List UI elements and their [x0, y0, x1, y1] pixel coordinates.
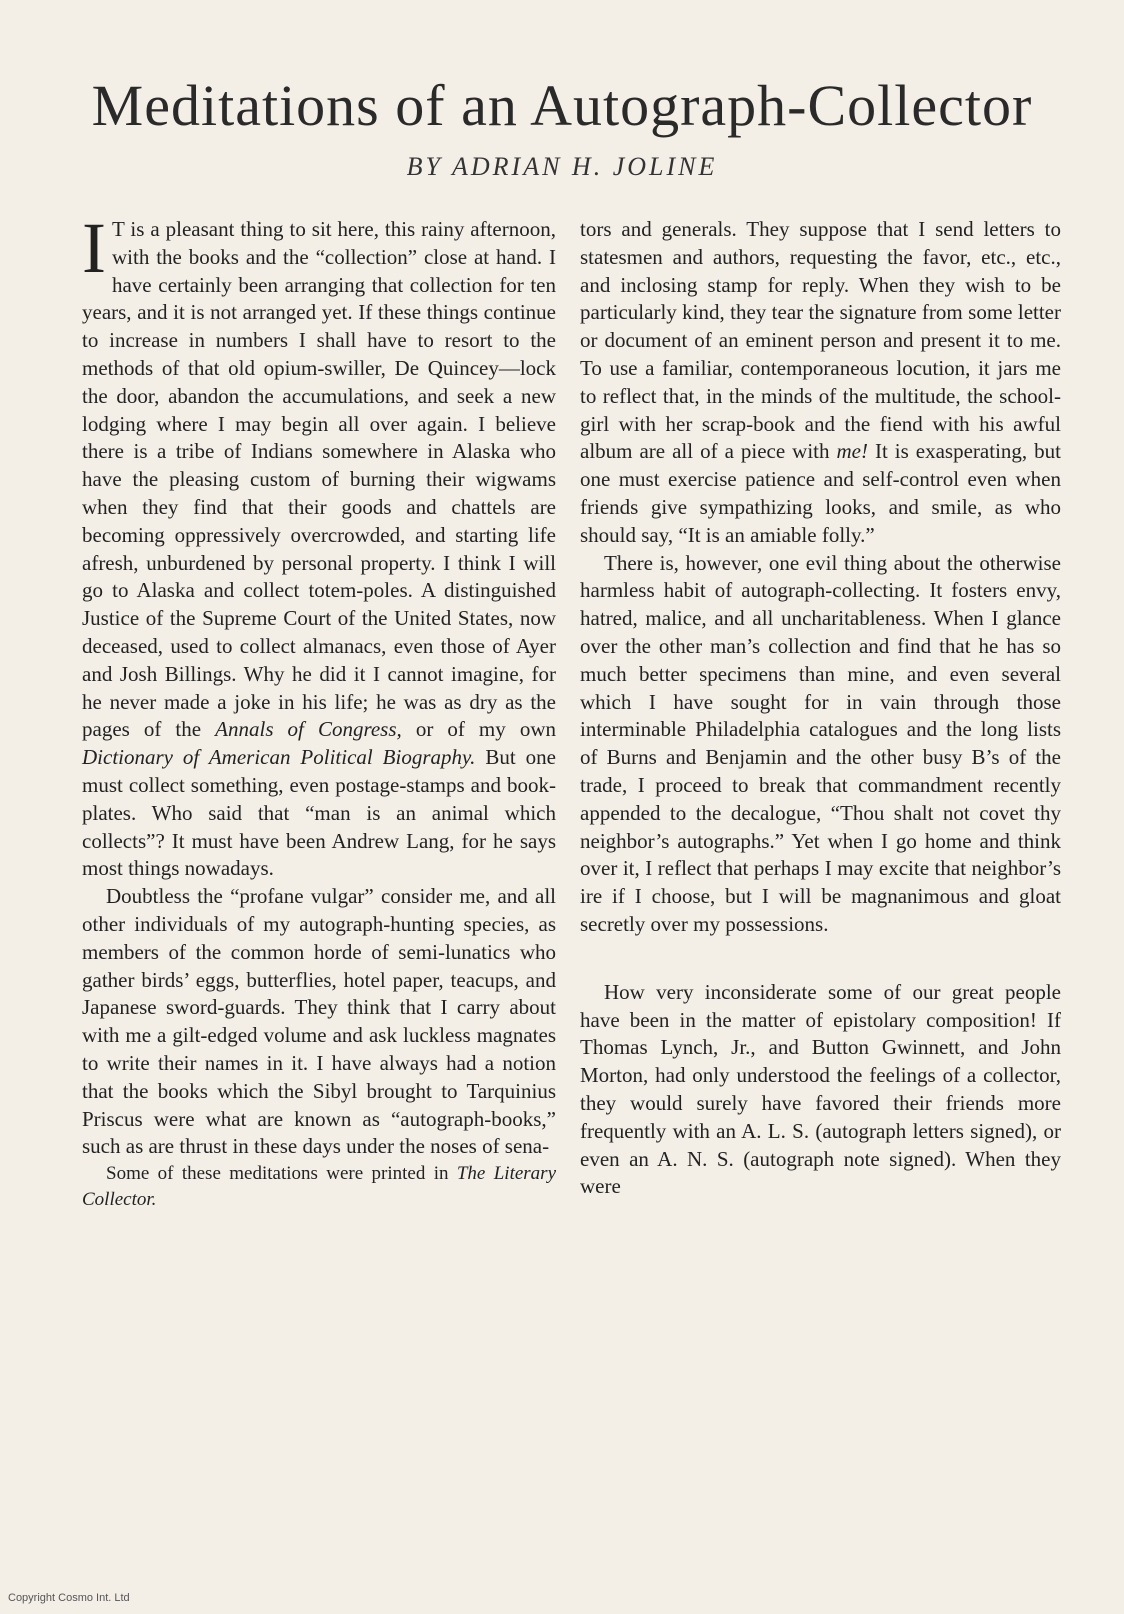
left-column [82, 208, 557, 1213]
section-break [580, 939, 1061, 979]
paragraph-1-mid: or of my own [401, 717, 556, 742]
article-title: Meditations of an Autograph-Collector [91, 73, 1033, 138]
paragraph-1 [82, 208, 556, 883]
paragraph-2: Doubtless the “profane vulgar” consider me, and all other individuals of my autograph-hunting species, as members of the common horde of semi-lunatics who gather birds’ eggs, butterflies, hotel paper, teacups, and Japanese sword-guards. They think that I carry about with me a gilt-edged volume and ask luckless magnates to write their names in it. I have always had a notion that the books which the Sibyl brought to Tarquinius Priscus were what are known as “autograph-books,” such as are thrust in these days under the noses of sena- [82, 884, 556, 1159]
paragraph-3-end: It is exasperating, but one must exercise patience and self-control even when friends give sympathizing looks, and smile, as who should say, “It is an amiable folly.” [580, 439, 1061, 547]
right-column [580, 216, 1061, 1201]
footnote-text: Some of these meditations were printed in [106, 1163, 457, 1185]
italic-me: me! [836, 439, 868, 464]
paragraph-5: How very inconsiderate some of our great people have been in the matter of epistolary composition! If Thomas Lynch, Jr., and Button Gwinnett, and John Morton, had only understood the feelings of a collector, they would surely have favored their friends more frequently with an A. L. S. (autograph letters signed), or even an A. N. S. (autograph note signed). When they were [580, 979, 1061, 1199]
paragraph-1-text: T is a pleasant thing to sit here, this rainy afternoon, with the books and the “collection” close at hand. I have certainly been arranging that collection for ten years, and it is not arranged yet. If these things continue to increase in numbers I shall have to resort to the methods of that old opium-swiller, De Quincey—lock the door, abandon the accumulations, and seek a new lodging where I may begin all over again. I believe there is a tribe of Indians somewhere in Alaska who have the pleasing custom of burning their wigwams when they find that their goods and chattels are becoming oppressively overcrowded, and starting life afresh, unburdened by personal property. I think I will go to Alaska and collect totem-poles. A distinguished Justice of the Supreme Court of the United States, now deceased, used to collect almanacs, even those of Ayer and Josh Billings. Why he did it I cannot imagine, for he never made a joke in his life; he was as dry as the pages of the [82, 217, 556, 742]
footnote [82, 1161, 556, 1213]
paragraph-4: There is, however, one evil thing about the otherwise harmless habit of autograph-collecting. It fosters envy, hatred, malice, and all uncharitableness. When I glance over the other man’s collection and find that he has so much better specimens than mine, and even several which I have sought for in vain through those interminable Philadelphia catalogues and the long lists of Burns and Benjamin and the other busy B’s of the trade, I proceed to break that commandment recently appended to the decalogue, “Thou shalt not covet thy neighbor’s autographs.” Yet when I go home and think over it, I reflect that perhaps I may excite that neighbor’s ire if I choose, but I will be magnanimous and gloat secretly over my possessions. [580, 550, 1061, 936]
footnote-italic: The Literary Collector. [82, 1163, 557, 1211]
paragraph-3-text: tors and generals. They suppose that I send letters to statesmen and authors, requesting the favor, etc., etc., and inclosing stamp for reply. When they wish to be particularly kind, they tear the signature from some letter or document of an eminent person and present it to me. To use a familiar, contemporaneous locution, it jars me to reflect that, in the minds of the multitude, the school-girl with her scrap-book and the fiend with his awful album are all of a piece with [580, 217, 1061, 464]
italic-dictionary: Dictionary of American Political Biography. [82, 745, 476, 770]
copyright-credit: Copyright Cosmo Int. Ltd [8, 1592, 130, 1604]
paragraph-3 [580, 216, 1061, 550]
paragraph-1-end: But one must collect something, even postage-stamps and book-plates. Who said that “man is an animal which collects”? It must have been Andrew Lang, for he says most things nowadays. [82, 745, 556, 881]
article-byline: BY ADRIAN H. JOLINE [406, 152, 718, 181]
italic-annals: Annals of Congress, [215, 717, 402, 742]
drop-cap: I [82, 208, 106, 288]
